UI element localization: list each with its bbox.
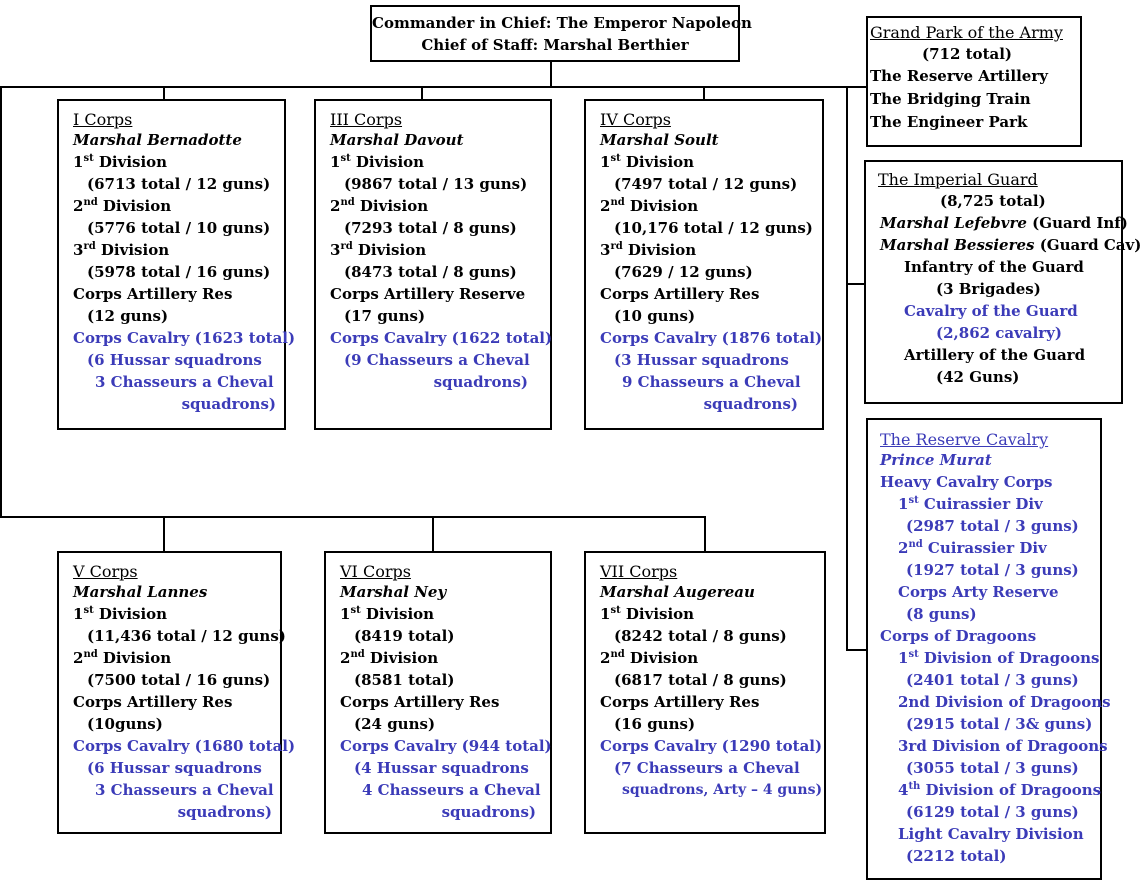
corps-cavalry-detail: (9 Chasseurs a Cheval — [344, 351, 530, 369]
division-1: 1st Division — [73, 605, 168, 623]
guard-commander-name: Marshal Lefebvre — [880, 214, 1027, 232]
connector-i-corps — [163, 86, 165, 100]
dragoon-div-4: 4th Division of Dragoons — [898, 781, 1102, 799]
division-1: 1st Division — [73, 153, 168, 171]
connector-bottom-bus — [0, 516, 706, 518]
i-corps-box — [57, 99, 296, 430]
grand-park-title: Grand Park of the Army — [870, 23, 1063, 42]
connector-left-vertical — [0, 86, 2, 518]
dragoon-div-2: 2nd Division of Dragoons — [898, 693, 1111, 711]
division-2: 2nd Division — [340, 649, 439, 667]
division-1: 1st Division — [600, 153, 695, 171]
grand-park-item: The Reserve Artillery — [870, 67, 1048, 85]
heavy-cavalry-corps: Heavy Cavalry Corps — [880, 473, 1053, 491]
corps-of-dragoons: Corps of Dragoons — [880, 627, 1037, 645]
connector-reserve-cavalry — [846, 649, 866, 651]
division-3: 3rd Division — [73, 241, 170, 259]
division-2-detail: (8581 total) — [354, 671, 455, 689]
corps-cavalry-detail: (6 Hussar squadrons — [87, 759, 262, 777]
connector-vi-corps — [432, 516, 434, 552]
division-3-detail: (5978 total / 16 guns) — [87, 263, 271, 281]
corps-cavalry-detail: squadrons) — [181, 395, 276, 413]
corps-artillery: Corps Artillery Res — [73, 285, 233, 303]
grand-park-item: The Bridging Train — [870, 90, 1031, 108]
division-2: 2nd Division — [73, 649, 172, 667]
division-2: 2nd Division — [73, 197, 172, 215]
division-3: 3rd Division — [330, 241, 427, 259]
cuirassier-div-1-detail: (2987 total / 3 guns) — [906, 517, 1079, 535]
corps-commander: Marshal Davout — [330, 131, 464, 149]
corps-cavalry: Corps Cavalry (1680 total) — [73, 737, 296, 755]
corps-cavalry: Corps Cavalry (1622 total) — [330, 329, 553, 347]
corps-artillery-detail: (10guns) — [87, 715, 163, 733]
corps-cavalry: Corps Cavalry (1290 total) — [600, 737, 823, 755]
guard-cavalry: Cavalry of the Guard — [904, 302, 1078, 320]
grand-park-box — [866, 16, 1082, 147]
iii-corps-box — [314, 99, 552, 430]
corps-arty-reserve: Corps Arty Reserve — [898, 583, 1059, 601]
chief-of-staff: Chief of Staff: Marshal Berthier — [421, 36, 689, 54]
cuirassier-div-1: 1st Cuirassier Div — [898, 495, 1043, 513]
vi-corps-box — [324, 551, 552, 834]
corps-cavalry-detail: squadrons) — [703, 395, 798, 413]
connector-iv-corps — [703, 86, 705, 100]
division-1-detail: (11,436 total / 12 guns) — [87, 627, 286, 645]
division-1: 1st Division — [340, 605, 435, 623]
dragoon-div-3-detail: (3055 total / 3 guns) — [906, 759, 1079, 777]
corps-cavalry-detail: 9 Chasseurs a Cheval — [622, 373, 801, 391]
corps-artillery: Corps Artillery Res — [340, 693, 500, 711]
connector-right-vertical — [846, 86, 848, 651]
division-2-detail: (5776 total / 10 guns) — [87, 219, 271, 237]
dragoon-div-1-detail: (2401 total / 3 guns) — [906, 671, 1079, 689]
division-1: 1st Division — [330, 153, 425, 171]
connector-guard — [846, 283, 866, 285]
corps-commander: Marshal Augereau — [600, 583, 755, 601]
corps-commander: Marshal Soult — [600, 131, 719, 149]
connector-vii-corps — [704, 516, 706, 552]
division-1-detail: (6713 total / 12 guns) — [87, 175, 271, 193]
cuirassier-div-2-detail: (1927 total / 3 guns) — [906, 561, 1079, 579]
light-cavalry-division-detail: (2212 total) — [906, 847, 1007, 865]
dragoon-div-3: 3rd Division of Dragoons — [898, 737, 1108, 755]
corps-cavalry-detail: 3 Chasseurs a Cheval — [95, 781, 274, 799]
division-2-detail: (7293 total / 8 guns) — [344, 219, 517, 237]
corps-artillery: Corps Artillery Res — [600, 693, 760, 711]
guard-commander-cav — [880, 234, 1141, 256]
corps-title: I Corps — [73, 110, 133, 129]
division-2: 2nd Division — [330, 197, 429, 215]
division-1-detail: (8242 total / 8 guns) — [614, 627, 787, 645]
cuirassier-div-2: 2nd Cuirassier Div — [898, 539, 1047, 557]
corps-cavalry-detail: (4 Hussar squadrons — [354, 759, 529, 777]
dragoon-div-1: 1st Division of Dragoons — [898, 649, 1100, 667]
corps-artillery-detail: (17 guns) — [344, 307, 426, 325]
connector-hq-down — [550, 61, 552, 87]
division-3-detail: (8473 total / 8 guns) — [344, 263, 517, 281]
reserve-cavalry-commander: Prince Murat — [880, 451, 992, 469]
guard-commander-note: (Guard Inf) — [1026, 214, 1128, 232]
guard-artillery: Artillery of the Guard — [904, 346, 1086, 364]
corps-cavalry-detail: squadrons) — [441, 803, 536, 821]
corps-cavalry-detail: squadrons, Arty – 4 guns) — [622, 782, 823, 798]
connector-v-corps — [163, 516, 165, 552]
division-1-detail: (9867 total / 13 guns) — [344, 175, 528, 193]
guard-cavalry-detail: (2,862 cavalry) — [936, 324, 1062, 342]
division-2-detail: (7500 total / 16 guns) — [87, 671, 271, 689]
vii-corps-box — [584, 551, 826, 834]
guard-commander-note: (Guard Cav) — [1034, 236, 1141, 254]
guard-artillery-detail: (42 Guns) — [936, 368, 1020, 386]
commander-in-chief: Commander in Chief: The Emperor Napoleon — [372, 14, 752, 32]
corps-artillery-detail: (10 guns) — [614, 307, 696, 325]
hq-box — [370, 5, 752, 62]
corps-cavalry: Corps Cavalry (944 total) — [340, 737, 552, 755]
dragoon-div-4-detail: (6129 total / 3 guns) — [906, 803, 1079, 821]
light-cavalry-division: Light Cavalry Division — [898, 825, 1084, 843]
corps-commander: Marshal Lannes — [73, 583, 208, 601]
corps-title: VI Corps — [340, 562, 411, 581]
dragoon-div-2-detail: (2915 total / 3& guns) — [906, 715, 1093, 733]
corps-commander: Marshal Bernadotte — [73, 131, 242, 149]
corps-cavalry: Corps Cavalry (1876 total) — [600, 329, 823, 347]
v-corps-box — [57, 551, 296, 834]
corps-cavalry-detail: 4 Chasseurs a Cheval — [362, 781, 541, 799]
grand-park-item: The Engineer Park — [870, 113, 1028, 131]
guard-infantry: Infantry of the Guard — [904, 258, 1084, 276]
division-1-detail: (7497 total / 12 guns) — [614, 175, 798, 193]
corps-title: IV Corps — [600, 110, 671, 129]
division-1-detail: (8419 total) — [354, 627, 455, 645]
guard-infantry-detail: (3 Brigades) — [936, 280, 1041, 298]
guard-title: The Imperial Guard — [878, 170, 1038, 189]
imperial-guard-box — [864, 160, 1141, 404]
corps-title: VII Corps — [600, 562, 678, 581]
reserve-cavalry-box — [866, 418, 1111, 880]
corps-cavalry: Corps Cavalry (1623 total) — [73, 329, 296, 347]
corps-cavalry-detail: (7 Chasseurs a Cheval — [614, 759, 800, 777]
corps-artillery-detail: (24 guns) — [354, 715, 436, 733]
corps-artillery-detail: (16 guns) — [614, 715, 696, 733]
division-3-detail: (7629 / 12 guns) — [614, 263, 753, 281]
connector-iii-corps — [421, 86, 423, 100]
corps-arty-reserve-detail: (8 guns) — [906, 605, 977, 623]
guard-commander-name: Marshal Bessieres — [880, 236, 1035, 254]
iv-corps-box — [584, 99, 824, 430]
corps-cavalry-detail: 3 Chasseurs a Cheval — [95, 373, 274, 391]
corps-commander: Marshal Ney — [340, 583, 447, 601]
division-1: 1st Division — [600, 605, 695, 623]
corps-artillery: Corps Artillery Res — [73, 693, 233, 711]
division-2-detail: (6817 total / 8 guns) — [614, 671, 787, 689]
corps-title: V Corps — [73, 562, 138, 581]
grand-park-total: (712 total) — [922, 45, 1013, 63]
corps-artillery: Corps Artillery Res — [600, 285, 760, 303]
corps-cavalry-detail: squadrons) — [433, 373, 528, 391]
corps-artillery-detail: (12 guns) — [87, 307, 169, 325]
guard-total: (8,725 total) — [940, 192, 1046, 210]
guard-commander-inf — [880, 212, 1128, 234]
division-2: 2nd Division — [600, 649, 699, 667]
division-2-detail: (10,176 total / 12 guns) — [614, 219, 813, 237]
division-3: 3rd Division — [600, 241, 697, 259]
corps-artillery: Corps Artillery Reserve — [330, 285, 526, 303]
corps-title: III Corps — [330, 110, 403, 129]
division-2: 2nd Division — [600, 197, 699, 215]
corps-cavalry-detail: (3 Hussar squadrons — [614, 351, 789, 369]
connector-top-bus — [0, 86, 868, 88]
reserve-cavalry-title: The Reserve Cavalry — [880, 430, 1049, 449]
corps-cavalry-detail: squadrons) — [177, 803, 272, 821]
corps-cavalry-detail: (6 Hussar squadrons — [87, 351, 262, 369]
